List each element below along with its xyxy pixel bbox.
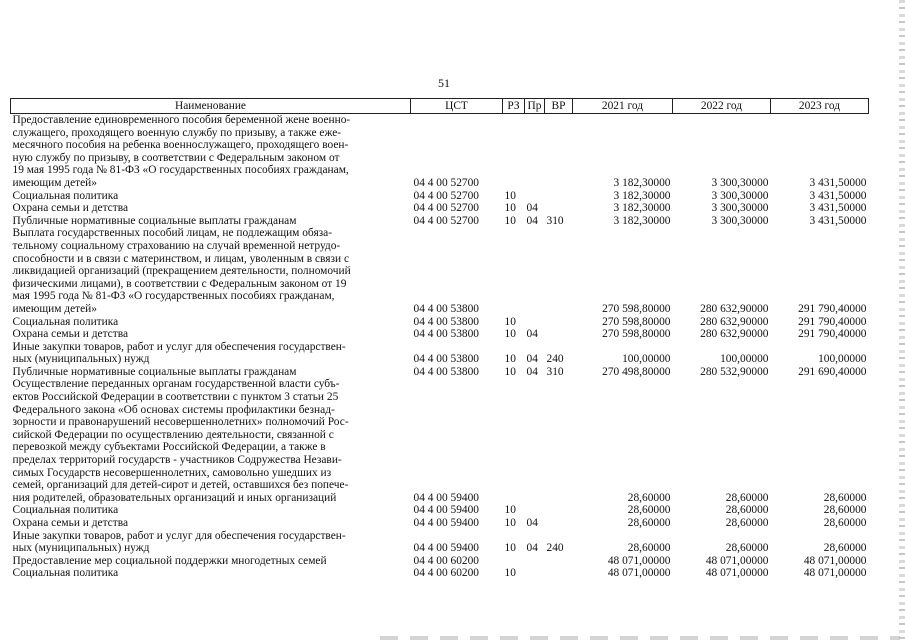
row-pr: 04 — [526, 517, 538, 529]
row-vr — [545, 114, 573, 190]
row-2022: 28,60000 — [725, 517, 769, 529]
row-rz: 10 — [504, 315, 516, 328]
row-2022: 280 632,90000 — [700, 302, 769, 315]
row-vr: 310 — [546, 365, 564, 378]
row-2023: 291 790,40000 — [798, 302, 867, 315]
row-cst: 04 4 00 60200 — [413, 567, 479, 580]
row-name: Публичные нормативные социальные выплаты гражданам — [12, 214, 297, 227]
row-pr — [525, 316, 545, 329]
row-2023: 291 690,40000 — [798, 365, 867, 378]
row-2022: 3 300,30000 — [711, 202, 769, 215]
row-2021: 48 071,00000 — [607, 567, 671, 580]
row-name: Выплата государственных пособий лицам, не подлежащим обяза- тельному социальному страхованию на случай временной нетрудо- способности и в связи с материнством, и лицам, уволенным в связи с ликвидацией организаций (прекращением деятельности, полномочий физическими лицами), в соответствии с Федеральным законом от 19 мая 1995 года № 81-ФЗ «О государственных пособиях гражданам, имеющим детей» — [12, 227, 351, 315]
row-vr — [545, 517, 573, 530]
row-name: Социальная политика — [12, 189, 119, 202]
table-row — [11, 517, 869, 530]
row-name: Предоставление единовременного пособия беременной жене военно- служащего, проходящего военную службу по призыву, а также еже- месячного пособия на ребенка военнослужащего, проходящего воен- ную службу по призыву, в соответствии с Федеральным законом от 19 мая 1995 года № 81-ФЗ «О государственных пособиях гражданам, имеющим детей» — [12, 114, 351, 189]
row-pr — [525, 227, 545, 315]
row-vr: 240 — [546, 353, 564, 366]
table-row — [11, 378, 869, 504]
row-pr: 04 — [526, 202, 538, 215]
row-rz: 10 — [504, 353, 516, 366]
row-pr: 04 — [526, 328, 538, 341]
table-header-row — [11, 99, 869, 114]
row-name: Социальная политика — [12, 504, 119, 517]
row-2022: 3 300,30000 — [711, 176, 769, 189]
row-pr — [525, 504, 545, 517]
row-cst: 04 4 00 59400 — [413, 517, 479, 529]
row-2021: 3 182,30000 — [613, 176, 671, 189]
row-name: Охрана семьи и детства — [12, 517, 128, 529]
row-2021: 3 182,30000 — [613, 202, 671, 215]
row-name: Охрана семьи и детства — [12, 328, 128, 341]
table-row — [11, 504, 869, 517]
row-2021: 270 598,80000 — [602, 302, 671, 315]
row-name: Иные закупки товаров, работ и услуг для обеспечения государствен- ных (муниципальных) нужд — [12, 340, 346, 366]
row-vr — [545, 190, 573, 203]
table-row — [11, 366, 869, 379]
budget-table — [10, 98, 869, 580]
table-row — [11, 341, 869, 366]
header-2023: 2023 год — [771, 99, 869, 114]
row-vr: 310 — [546, 214, 564, 227]
row-2023: 48 071,00000 — [803, 567, 867, 580]
row-2022: 28,60000 — [725, 491, 769, 504]
row-2023: 100,00000 — [818, 353, 867, 366]
row-vr — [545, 202, 573, 215]
table-row — [11, 316, 869, 329]
row-pr — [525, 555, 545, 568]
row-pr: 04 — [526, 365, 538, 378]
row-name: Охрана семьи и детства — [12, 202, 128, 215]
row-2021: 48 071,00000 — [607, 554, 671, 567]
row-pr — [525, 567, 545, 580]
table-row — [11, 328, 869, 341]
row-rz: 10 — [504, 202, 516, 215]
row-2023: 3 431,50000 — [809, 176, 867, 189]
table-row — [11, 190, 869, 203]
row-2022: 100,00000 — [720, 353, 769, 366]
row-vr — [545, 555, 573, 568]
row-2023: 28,60000 — [823, 542, 867, 555]
table-row — [11, 567, 869, 580]
row-2022: 28,60000 — [725, 504, 769, 517]
row-name: Социальная политика — [12, 567, 119, 580]
row-2022: 280 632,90000 — [700, 315, 769, 328]
row-2021: 100,00000 — [622, 353, 671, 366]
scan-edge-bottom — [380, 636, 900, 640]
row-pr: 04 — [526, 214, 538, 227]
row-rz: 10 — [504, 214, 516, 227]
row-cst: 04 4 00 52700 — [413, 176, 479, 189]
table-row — [11, 530, 869, 555]
row-pr — [525, 378, 545, 504]
row-2021: 270 498,80000 — [602, 365, 671, 378]
table-body — [11, 114, 869, 580]
row-2021: 28,60000 — [627, 517, 671, 529]
scan-edge-right — [899, 0, 905, 640]
row-cst: 04 4 00 52700 — [413, 189, 479, 202]
row-rz: 10 — [504, 365, 516, 378]
table-row — [11, 555, 869, 568]
row-cst: 04 4 00 59400 — [413, 504, 479, 517]
row-cst: 04 4 00 53800 — [413, 315, 479, 328]
row-vr — [545, 328, 573, 341]
row-cst: 04 4 00 59400 — [413, 491, 479, 504]
row-cst: 04 4 00 53800 — [413, 328, 479, 341]
row-cst: 04 4 00 53800 — [413, 302, 479, 315]
row-cst: 04 4 00 53800 — [413, 353, 479, 366]
row-2022: 3 300,30000 — [711, 189, 769, 202]
row-cst: 04 4 00 52700 — [413, 214, 479, 227]
table-row — [11, 215, 869, 228]
table-row — [11, 227, 869, 315]
row-2023: 28,60000 — [823, 491, 867, 504]
row-rz: 10 — [504, 567, 516, 580]
row-vr — [545, 378, 573, 504]
row-rz: 10 — [504, 504, 516, 517]
row-2021: 28,60000 — [627, 504, 671, 517]
row-2021: 28,60000 — [627, 491, 671, 504]
row-2023: 3 431,50000 — [809, 214, 867, 227]
row-name: Социальная политика — [12, 315, 119, 328]
row-rz: 10 — [504, 328, 516, 341]
row-rz — [503, 227, 525, 315]
row-2022: 48 071,00000 — [705, 554, 769, 567]
row-rz: 10 — [504, 517, 516, 529]
row-pr — [525, 190, 545, 203]
row-cst: 04 4 00 59400 — [413, 542, 479, 555]
row-name: Предоставление мер социальной поддержки многодетных семей — [12, 554, 327, 567]
row-2022: 280 632,90000 — [700, 328, 769, 341]
row-vr — [545, 316, 573, 329]
row-rz — [503, 555, 525, 568]
row-2023: 3 431,50000 — [809, 189, 867, 202]
row-2023: 28,60000 — [823, 517, 867, 529]
row-cst: 04 4 00 52700 — [413, 202, 479, 215]
row-2023: 28,60000 — [823, 504, 867, 517]
row-vr: 240 — [546, 542, 564, 555]
row-2022: 48 071,00000 — [705, 567, 769, 580]
header-cst: ЦСТ — [411, 99, 503, 114]
row-2021: 270 598,80000 — [602, 328, 671, 341]
row-2023: 48 071,00000 — [803, 554, 867, 567]
header-pr: Пр — [525, 99, 545, 114]
row-pr: 04 — [526, 353, 538, 366]
row-vr — [545, 227, 573, 315]
row-name: Публичные нормативные социальные выплаты гражданам — [12, 365, 297, 378]
row-2022: 280 532,90000 — [700, 365, 769, 378]
row-2021: 3 182,30000 — [613, 189, 671, 202]
row-rz: 10 — [504, 542, 516, 555]
row-2022: 3 300,30000 — [711, 214, 769, 227]
row-pr: 04 — [526, 542, 538, 555]
row-cst: 04 4 00 53800 — [413, 365, 479, 378]
row-vr — [545, 504, 573, 517]
row-2021: 28,60000 — [627, 542, 671, 555]
page-number: 51 — [438, 76, 450, 90]
row-vr — [545, 567, 573, 580]
row-2021: 270 598,80000 — [602, 315, 671, 328]
row-rz — [503, 378, 525, 504]
row-2022: 28,60000 — [725, 542, 769, 555]
table-row — [11, 202, 869, 215]
row-2023: 3 431,50000 — [809, 202, 867, 215]
header-name: Наименование — [11, 99, 411, 114]
header-vr: ВР — [545, 99, 573, 114]
header-rz: РЗ — [503, 99, 525, 114]
row-name: Осуществление переданных органам государственной власти субъ- ектов Российской Федерации в соответствии с пунктом 3 статьи 25 Федерального закона «Об основах системы профилактики безнад- зорности и правонарушений несовершеннолетних» полномочий Рос- сийской Федерации по осуществлению деятельности, связанной с перевозкой между субъектами Российской Федерации, а также в пределах территорий государств - участников Содружества Незави- симых Государств несовершеннолетних, самовольно ушедших из семей, организаций для детей-сирот и детей, оставшихся без попече- ния родителей, образовательных организаций и иных организаций — [12, 378, 349, 504]
row-2023: 291 790,40000 — [798, 315, 867, 328]
row-cst: 04 4 00 60200 — [413, 554, 479, 567]
row-pr — [525, 114, 545, 190]
row-name: Иные закупки товаров, работ и услуг для обеспечения государствен- ных (муниципальных) нужд — [12, 529, 346, 555]
row-rz — [503, 114, 525, 190]
header-2021: 2021 год — [573, 99, 673, 114]
row-2023: 291 790,40000 — [798, 328, 867, 341]
table-row — [11, 114, 869, 190]
row-rz: 10 — [504, 189, 516, 202]
row-2021: 3 182,30000 — [613, 214, 671, 227]
header-2022: 2022 год — [673, 99, 771, 114]
